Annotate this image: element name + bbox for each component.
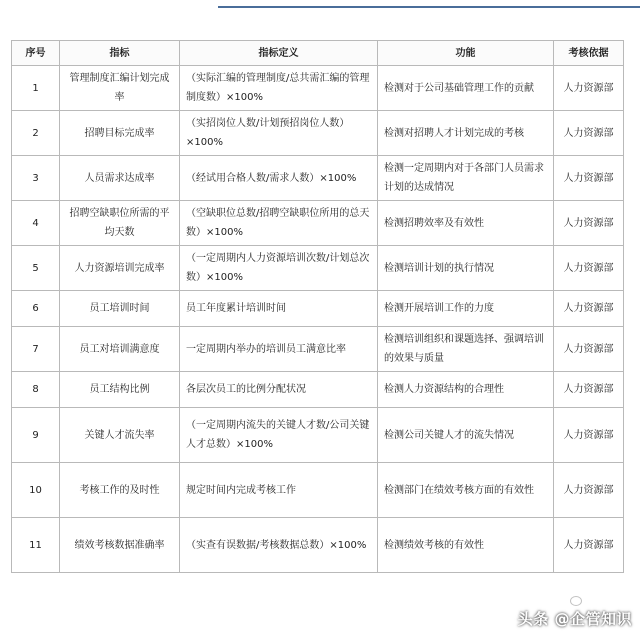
table-row xyxy=(12,66,624,111)
cell-no: 8 xyxy=(12,372,60,408)
cell-basis: 人力资源部 xyxy=(554,463,624,518)
cell-basis: 人力资源部 xyxy=(554,111,624,156)
cell-function: 检测绩效考核的有效性 xyxy=(378,518,554,573)
cell-no: 11 xyxy=(12,518,60,573)
cell-indicator: 管理制度汇编计划完成率 xyxy=(60,66,180,111)
cell-definition: （经试用合格人数/需求人数）×100% xyxy=(180,156,378,201)
cell-definition: （一定周期内流失的关键人才数/公司关键人才总数）×100% xyxy=(180,408,378,463)
table-row xyxy=(12,156,624,201)
cell-indicator: 员工培训时间 xyxy=(60,291,180,327)
cell-no: 5 xyxy=(12,246,60,291)
header-indicator: 指标 xyxy=(60,41,180,66)
cell-basis: 人力资源部 xyxy=(554,327,624,372)
cell-indicator: 关键人才流失率 xyxy=(60,408,180,463)
cell-no: 4 xyxy=(12,201,60,246)
cell-function: 检测一定周期内对于各部门人员需求计划的达成情况 xyxy=(378,156,554,201)
cell-no: 2 xyxy=(12,111,60,156)
table-row xyxy=(12,518,624,573)
cell-definition: （实际汇编的管理制度/总共需汇编的管理制度数）×100% xyxy=(180,66,378,111)
header-basis: 考核依据 xyxy=(554,41,624,66)
watermark-text: 头条 @企管知识 xyxy=(517,610,632,628)
cell-basis: 人力资源部 xyxy=(554,156,624,201)
table-header-row xyxy=(12,41,624,66)
header-no: 序号 xyxy=(12,41,60,66)
cell-indicator: 招聘目标完成率 xyxy=(60,111,180,156)
header-definition: 指标定义 xyxy=(180,41,378,66)
cell-function: 检测对招聘人才计划完成的考核 xyxy=(378,111,554,156)
cell-function: 检测公司关键人才的流失情况 xyxy=(378,408,554,463)
cell-function: 检测对于公司基础管理工作的贡献 xyxy=(378,66,554,111)
cell-basis: 人力资源部 xyxy=(554,246,624,291)
cell-basis: 人力资源部 xyxy=(554,66,624,111)
cell-indicator: 考核工作的及时性 xyxy=(60,463,180,518)
cell-no: 6 xyxy=(12,291,60,327)
cell-indicator: 招聘空缺职位所需的平均天数 xyxy=(60,201,180,246)
cell-no: 9 xyxy=(12,408,60,463)
cell-no: 7 xyxy=(12,327,60,372)
table-row xyxy=(12,372,624,408)
cell-no: 10 xyxy=(12,463,60,518)
cell-definition: 一定周期内举办的培训员工满意比率 xyxy=(180,327,378,372)
watermark-logo-icon xyxy=(570,596,582,606)
cell-basis: 人力资源部 xyxy=(554,291,624,327)
kpi-table xyxy=(11,40,624,573)
top-divider xyxy=(218,6,640,8)
cell-definition: （实招岗位人数/计划预招岗位人数）×100% xyxy=(180,111,378,156)
table-row xyxy=(12,327,624,372)
cell-no: 3 xyxy=(12,156,60,201)
cell-definition: （空缺职位总数/招聘空缺职位所用的总天数）×100% xyxy=(180,201,378,246)
cell-basis: 人力资源部 xyxy=(554,372,624,408)
cell-definition: （实查有误数据/考核数据总数）×100% xyxy=(180,518,378,573)
table-row xyxy=(12,111,624,156)
cell-basis: 人力资源部 xyxy=(554,408,624,463)
cell-indicator: 人力资源培训完成率 xyxy=(60,246,180,291)
cell-basis: 人力资源部 xyxy=(554,518,624,573)
table-row xyxy=(12,246,624,291)
table-row xyxy=(12,291,624,327)
cell-definition: （一定周期内人力资源培训次数/计划总次数）×100% xyxy=(180,246,378,291)
cell-function: 检测部门在绩效考核方面的有效性 xyxy=(378,463,554,518)
cell-indicator: 员工结构比例 xyxy=(60,372,180,408)
cell-indicator: 员工对培训满意度 xyxy=(60,327,180,372)
table-row xyxy=(12,463,624,518)
table-row xyxy=(12,408,624,463)
cell-function: 检测招聘效率及有效性 xyxy=(378,201,554,246)
cell-indicator: 人员需求达成率 xyxy=(60,156,180,201)
cell-function: 检测开展培训工作的力度 xyxy=(378,291,554,327)
cell-no: 1 xyxy=(12,66,60,111)
cell-basis: 人力资源部 xyxy=(554,201,624,246)
cell-indicator: 绩效考核数据准确率 xyxy=(60,518,180,573)
cell-definition: 员工年度累计培训时间 xyxy=(180,291,378,327)
table-row xyxy=(12,201,624,246)
cell-function: 检测人力资源结构的合理性 xyxy=(378,372,554,408)
cell-definition: 各层次员工的比例分配状况 xyxy=(180,372,378,408)
cell-function: 检测培训组织和课题选择、强调培训的效果与质量 xyxy=(378,327,554,372)
header-function: 功能 xyxy=(378,41,554,66)
cell-definition: 规定时间内完成考核工作 xyxy=(180,463,378,518)
cell-function: 检测培训计划的执行情况 xyxy=(378,246,554,291)
